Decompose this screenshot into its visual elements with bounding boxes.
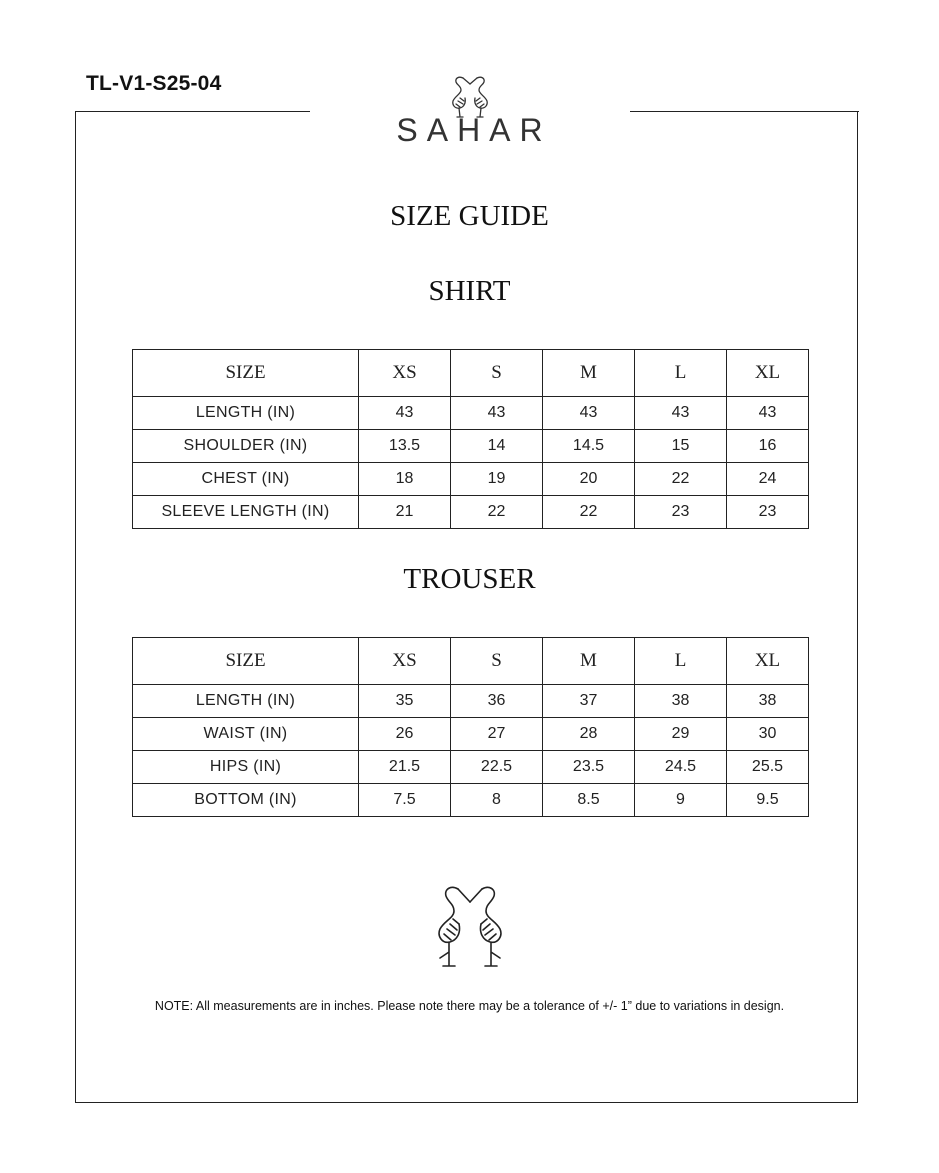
column-header: L	[635, 350, 727, 397]
column-header: XS	[359, 350, 451, 397]
table-cell: 22.5	[451, 751, 543, 784]
shirt-heading: SHIRT	[428, 275, 511, 307]
row-label: HIPS (IN)	[133, 751, 359, 784]
row-label: CHEST (IN)	[133, 463, 359, 496]
trouser-size-table	[132, 637, 809, 817]
table-cell: 36	[451, 685, 543, 718]
product-code: TL-V1-S25-04	[86, 72, 222, 95]
table-cell: 24.5	[635, 751, 727, 784]
measurement-note: NOTE: All measurements are in inches. Please note there may be a tolerance of +/- 1” due to variations in design.	[154, 999, 785, 1013]
table-cell: 43	[635, 397, 727, 430]
column-header: M	[543, 350, 635, 397]
row-label: LENGTH (IN)	[133, 685, 359, 718]
table-row	[133, 496, 809, 529]
table-cell: 16	[727, 430, 809, 463]
column-header: XS	[359, 638, 451, 685]
table-cell: 7.5	[359, 784, 451, 817]
table-cell: 9.5	[727, 784, 809, 817]
table-cell: 8	[451, 784, 543, 817]
table-cell: 23.5	[543, 751, 635, 784]
table-cell: 25.5	[727, 751, 809, 784]
table-cell: 24	[727, 463, 809, 496]
column-header: SIZE	[133, 350, 359, 397]
table-header-row	[133, 350, 809, 397]
table-row	[133, 397, 809, 430]
table-cell: 38	[635, 685, 727, 718]
table-cell: 43	[451, 397, 543, 430]
column-header: L	[635, 638, 727, 685]
column-header: S	[451, 350, 543, 397]
column-header: SIZE	[133, 638, 359, 685]
table-row	[133, 751, 809, 784]
table-cell: 15	[635, 430, 727, 463]
table-cell: 21	[359, 496, 451, 529]
column-header: S	[451, 638, 543, 685]
table-cell: 30	[727, 718, 809, 751]
table-cell: 28	[543, 718, 635, 751]
table-cell: 13.5	[359, 430, 451, 463]
table-cell: 9	[635, 784, 727, 817]
row-label: BOTTOM (IN)	[133, 784, 359, 817]
table-cell: 18	[359, 463, 451, 496]
table-cell: 20	[543, 463, 635, 496]
table-cell: 26	[359, 718, 451, 751]
shirt-size-table	[132, 349, 809, 529]
table-cell: 14.5	[543, 430, 635, 463]
table-row	[133, 784, 809, 817]
table-cell: 22	[635, 463, 727, 496]
heron-pair-icon	[418, 884, 522, 968]
row-label: LENGTH (IN)	[133, 397, 359, 430]
page-title: SIZE GUIDE	[390, 200, 549, 232]
table-cell: 14	[451, 430, 543, 463]
table-row	[133, 685, 809, 718]
table-row	[133, 430, 809, 463]
table-cell: 22	[543, 496, 635, 529]
table-cell: 35	[359, 685, 451, 718]
table-cell: 27	[451, 718, 543, 751]
table-cell: 43	[727, 397, 809, 430]
table-cell: 19	[451, 463, 543, 496]
table-cell: 23	[727, 496, 809, 529]
table-row	[133, 463, 809, 496]
column-header: M	[543, 638, 635, 685]
table-cell: 37	[543, 685, 635, 718]
table-cell: 21.5	[359, 751, 451, 784]
table-cell: 22	[451, 496, 543, 529]
table-cell: 43	[359, 397, 451, 430]
brand-name: SAHAR	[396, 112, 552, 148]
table-cell: 8.5	[543, 784, 635, 817]
column-header: XL	[727, 638, 809, 685]
row-label: WAIST (IN)	[133, 718, 359, 751]
table-cell: 38	[727, 685, 809, 718]
table-row	[133, 718, 809, 751]
table-header-row	[133, 638, 809, 685]
row-label: SHOULDER (IN)	[133, 430, 359, 463]
table-cell: 23	[635, 496, 727, 529]
column-header: XL	[727, 350, 809, 397]
table-cell: 29	[635, 718, 727, 751]
table-cell: 43	[543, 397, 635, 430]
trouser-heading: TROUSER	[403, 563, 536, 595]
row-label: SLEEVE LENGTH (IN)	[133, 496, 359, 529]
